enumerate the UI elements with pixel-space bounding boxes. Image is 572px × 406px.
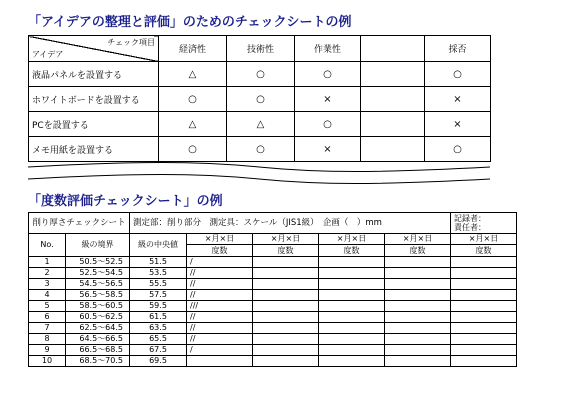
- class-center: 53.5: [130, 268, 187, 279]
- class-boundary: 56.5～58.5: [66, 290, 130, 301]
- empty-frequency-cell: [385, 312, 451, 323]
- table-row: [29, 323, 517, 334]
- empty-frequency-cell: [319, 345, 385, 356]
- table-row: [29, 62, 491, 87]
- empty-frequency-cell: [319, 356, 385, 367]
- empty-frequency-cell: [319, 257, 385, 268]
- empty-frequency-cell: [385, 268, 451, 279]
- class-boundary: 68.5～70.5: [66, 356, 130, 367]
- column-header-technical: 技術性: [227, 36, 295, 62]
- empty-frequency-cell: [385, 257, 451, 268]
- empty-frequency-cell: [385, 334, 451, 345]
- table-row: [29, 290, 517, 301]
- idea-checksheet-title: 「アイデアの整理と評価」のためのチェックシートの例: [28, 15, 352, 30]
- mark-cell: ○: [227, 62, 295, 87]
- empty-frequency-cell: [253, 279, 319, 290]
- mark-cell: ×: [295, 87, 361, 112]
- empty-frequency-cell: [385, 290, 451, 301]
- mark-cell: ○: [295, 62, 361, 87]
- empty-frequency-cell: [253, 345, 319, 356]
- empty-frequency-cell: [451, 345, 517, 356]
- diagonal-header-cell: [29, 36, 159, 62]
- idea-label: 液晶パネルを設置する: [29, 62, 159, 87]
- table-row: [29, 137, 491, 162]
- mark-cell: ○: [159, 137, 227, 162]
- table-row: [29, 356, 517, 367]
- mark-cell: ○: [295, 112, 361, 137]
- empty-frequency-cell: [451, 290, 517, 301]
- class-center: 67.5: [130, 345, 187, 356]
- mark-cell: ○: [227, 137, 295, 162]
- empty-frequency-cell: [385, 345, 451, 356]
- class-boundary: 60.5～62.5: [66, 312, 130, 323]
- mark-cell: [361, 62, 425, 87]
- table-continuation-break: [28, 159, 490, 189]
- row-number: 4: [29, 290, 66, 301]
- signature-cell: [451, 213, 517, 234]
- empty-frequency-cell: [385, 301, 451, 312]
- tally-cell: //: [187, 279, 253, 290]
- empty-frequency-cell: [451, 257, 517, 268]
- empty-frequency-cell: [319, 290, 385, 301]
- class-center: 57.5: [130, 290, 187, 301]
- tally-cell: //: [187, 312, 253, 323]
- empty-frequency-cell: [253, 290, 319, 301]
- mark-cell: ○: [425, 137, 491, 162]
- column-header-adoption: 採否: [425, 36, 491, 62]
- table-row: [29, 112, 491, 137]
- row-number: 7: [29, 323, 66, 334]
- date-header: ×月×日: [385, 234, 451, 245]
- table-row: [29, 268, 517, 279]
- row-number: 8: [29, 334, 66, 345]
- date-header: ×月×日: [253, 234, 319, 245]
- empty-frequency-cell: [253, 323, 319, 334]
- sheet-name: 削り厚さチェックシート: [29, 213, 130, 234]
- class-center: 55.5: [130, 279, 187, 290]
- column-header-workability: 作業性: [295, 36, 361, 62]
- empty-frequency-cell: [319, 301, 385, 312]
- empty-frequency-cell: [319, 312, 385, 323]
- empty-frequency-cell: [451, 312, 517, 323]
- class-center: 63.5: [130, 323, 187, 334]
- empty-frequency-cell: [319, 334, 385, 345]
- empty-frequency-cell: [253, 268, 319, 279]
- empty-frequency-cell: [385, 279, 451, 290]
- mark-cell: [361, 87, 425, 112]
- idea-evaluation-table: [28, 35, 491, 162]
- mark-cell: ×: [425, 87, 491, 112]
- class-boundary: 64.5～66.5: [66, 334, 130, 345]
- empty-frequency-cell: [451, 356, 517, 367]
- idea-label: PCを設置する: [29, 112, 159, 137]
- empty-frequency-cell: [319, 268, 385, 279]
- class-boundary: 52.5～54.5: [66, 268, 130, 279]
- tally-cell: [187, 356, 253, 367]
- table-row: [29, 345, 517, 356]
- table-row: [29, 312, 517, 323]
- table-row: [29, 257, 517, 268]
- class-boundary: 62.5～64.5: [66, 323, 130, 334]
- tally-cell: //: [187, 290, 253, 301]
- measurement-info: 測定部：削り部分 測定具：スケール（JIS1級） 企画（ ）mm: [130, 213, 451, 234]
- empty-frequency-cell: [451, 279, 517, 290]
- tally-cell: //: [187, 334, 253, 345]
- table-row: [29, 301, 517, 312]
- class-boundary: 54.5～56.5: [66, 279, 130, 290]
- date-header: ×月×日: [319, 234, 385, 245]
- frequency-header: 度数: [187, 245, 253, 257]
- class-center: 61.5: [130, 312, 187, 323]
- mark-cell: [361, 112, 425, 137]
- empty-frequency-cell: [385, 356, 451, 367]
- column-header-no: No.: [29, 234, 66, 257]
- row-number: 5: [29, 301, 66, 312]
- frequency-checksheet-title: 「度数評価チェックシート」の例: [28, 194, 223, 209]
- empty-frequency-cell: [253, 257, 319, 268]
- tally-cell: ///: [187, 301, 253, 312]
- column-header-blank: [361, 36, 425, 62]
- row-number: 9: [29, 345, 66, 356]
- tally-cell: //: [187, 268, 253, 279]
- check-item-header: チェック項目: [107, 38, 155, 47]
- row-number: 1: [29, 257, 66, 268]
- mark-cell: ×: [295, 137, 361, 162]
- frequency-header: 度数: [451, 245, 517, 257]
- class-boundary: 50.5～52.5: [66, 257, 130, 268]
- mark-cell: △: [159, 112, 227, 137]
- empty-frequency-cell: [253, 356, 319, 367]
- table-row: [29, 334, 517, 345]
- mark-cell: ○: [227, 87, 295, 112]
- date-header: ×月×日: [451, 234, 517, 245]
- class-center: 51.5: [130, 257, 187, 268]
- table-row: [29, 87, 491, 112]
- column-header-boundary: 級の境界: [66, 234, 130, 257]
- empty-frequency-cell: [451, 334, 517, 345]
- mark-cell: △: [159, 62, 227, 87]
- idea-label: メモ用紙を設置する: [29, 137, 159, 162]
- recorder-label: 記録者：: [454, 214, 486, 223]
- class-center: 65.5: [130, 334, 187, 345]
- empty-frequency-cell: [253, 301, 319, 312]
- manager-label: 責任者：: [454, 223, 486, 232]
- class-boundary: 66.5～68.5: [66, 345, 130, 356]
- empty-frequency-cell: [451, 301, 517, 312]
- mark-cell: △: [227, 112, 295, 137]
- frequency-header: 度数: [253, 245, 319, 257]
- idea-header: アイデア: [32, 50, 64, 59]
- row-number: 3: [29, 279, 66, 290]
- empty-frequency-cell: [451, 323, 517, 334]
- column-header-economy: 経済性: [159, 36, 227, 62]
- row-number: 2: [29, 268, 66, 279]
- class-boundary: 58.5～60.5: [66, 301, 130, 312]
- mark-cell: ×: [425, 112, 491, 137]
- row-number: 10: [29, 356, 66, 367]
- mark-cell: ○: [159, 87, 227, 112]
- empty-frequency-cell: [319, 279, 385, 290]
- frequency-header: 度数: [319, 245, 385, 257]
- empty-frequency-cell: [253, 312, 319, 323]
- table-row: [29, 279, 517, 290]
- class-center: 69.5: [130, 356, 187, 367]
- mark-cell: ○: [425, 62, 491, 87]
- date-header: ×月×日: [187, 234, 253, 245]
- empty-frequency-cell: [451, 268, 517, 279]
- class-center: 59.5: [130, 301, 187, 312]
- idea-label: ホワイトボードを設置する: [29, 87, 159, 112]
- frequency-header: 度数: [385, 245, 451, 257]
- tally-cell: /: [187, 345, 253, 356]
- empty-frequency-cell: [253, 334, 319, 345]
- tally-cell: //: [187, 323, 253, 334]
- empty-frequency-cell: [385, 323, 451, 334]
- row-number: 6: [29, 312, 66, 323]
- frequency-checksheet-table: [28, 212, 517, 367]
- column-header-center: 級の中央値: [130, 234, 187, 257]
- tally-cell: /: [187, 257, 253, 268]
- empty-frequency-cell: [319, 323, 385, 334]
- mark-cell: [361, 137, 425, 162]
